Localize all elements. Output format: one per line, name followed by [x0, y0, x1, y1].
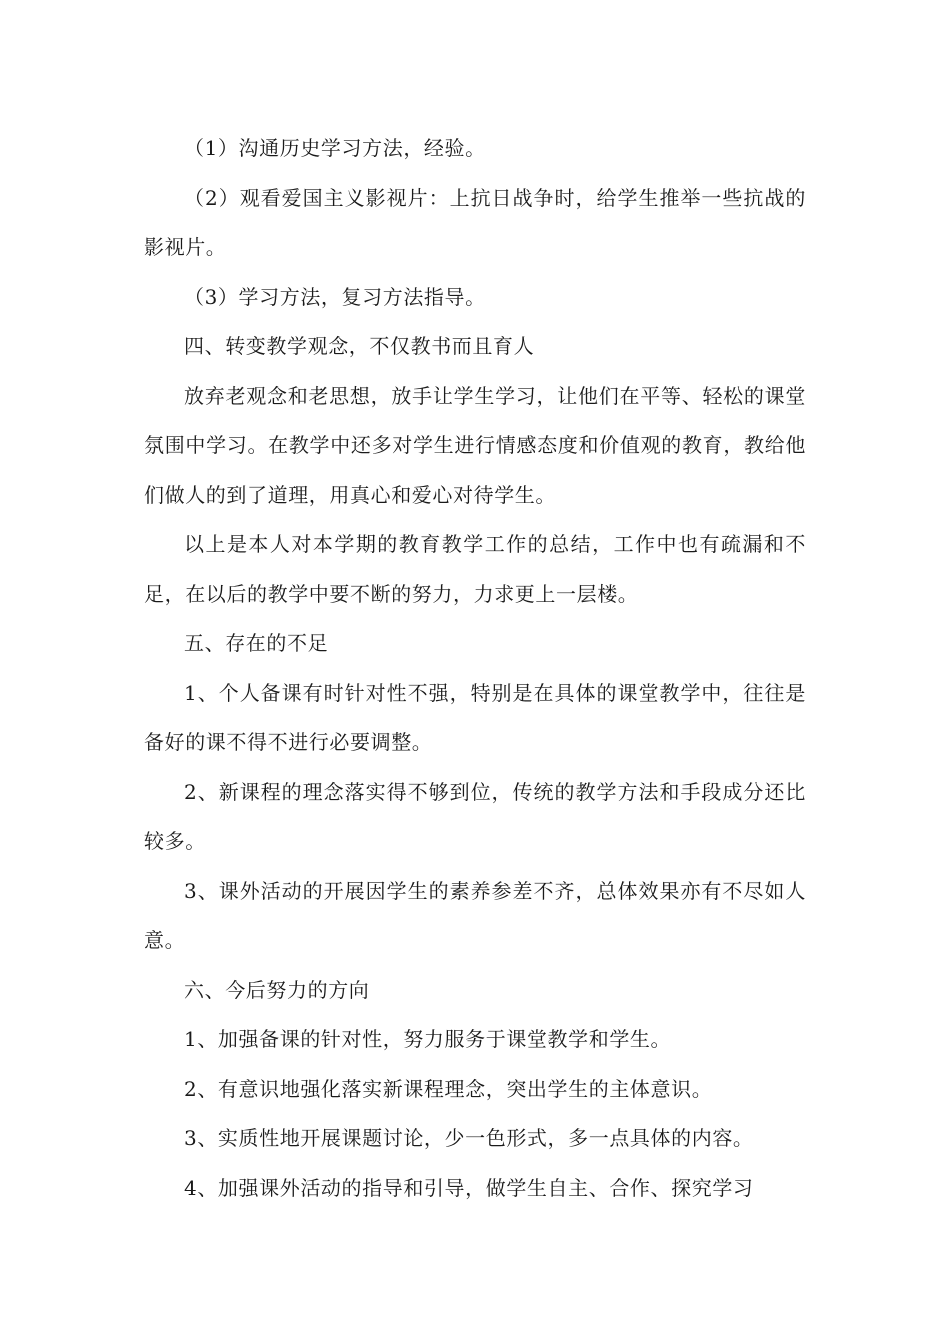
list-item-shortcoming-2: 2、新课程的理念落实得不够到位，传统的教学方法和手段成分还比较多。 [144, 779, 806, 853]
section-heading-shortcomings: 五、存在的不足 [184, 631, 329, 655]
list-item-shortcoming-3: 3、课外活动的开展因学生的素养参差不齐，总体效果亦有不尽如人意。 [144, 878, 806, 952]
list-item-direction-3: 3、实质性地开展课题讨论，少一色形式，多一点具体的内容。 [184, 1126, 754, 1150]
body-paragraph-summary: 以上是本人对本学期的教育教学工作的总结，工作中也有疏漏和不足，在以后的教学中要不断的努力，力求更上一层楼。 [144, 532, 806, 606]
document-body [144, 124, 806, 1213]
list-item-method-exchange: （1）沟通历史学习方法，经验。 [184, 136, 486, 160]
body-paragraph-teaching-concept: 放弃老观念和老思想，放手让学生学习，让他们在平等、轻松的课堂氛围中学习。在教学中还多对学生进行情感态度和价值观的教育，教给他们做人的到了道理，用真心和爱心对待学生。 [144, 383, 806, 507]
list-item-direction-4: 4、加强课外活动的指导和引导，做学生自主、合作、探究学习 [184, 1175, 754, 1200]
section-heading-teaching-concept: 四、转变教学观念，不仅教书而且育人 [184, 334, 535, 358]
list-item-patriotic-films: （2）观看爱国主义影视片：上抗日战争时，给学生推举一些抗战的影视片。 [144, 185, 806, 259]
section-heading-future-direction: 六、今后努力的方向 [184, 977, 370, 1002]
list-item-direction-1: 1、加强备课的针对性，努力服务于课堂教学和学生。 [184, 1027, 672, 1051]
list-item-direction-2: 2、有意识地强化落实新课程理念，突出学生的主体意识。 [184, 1076, 713, 1101]
list-item-study-guidance: （3）学习方法，复习方法指导。 [184, 284, 486, 309]
list-item-shortcoming-1: 1、个人备课有时针对性不强，特别是在具体的课堂教学中，往往是备好的课不得不进行必要调整。 [144, 680, 806, 754]
